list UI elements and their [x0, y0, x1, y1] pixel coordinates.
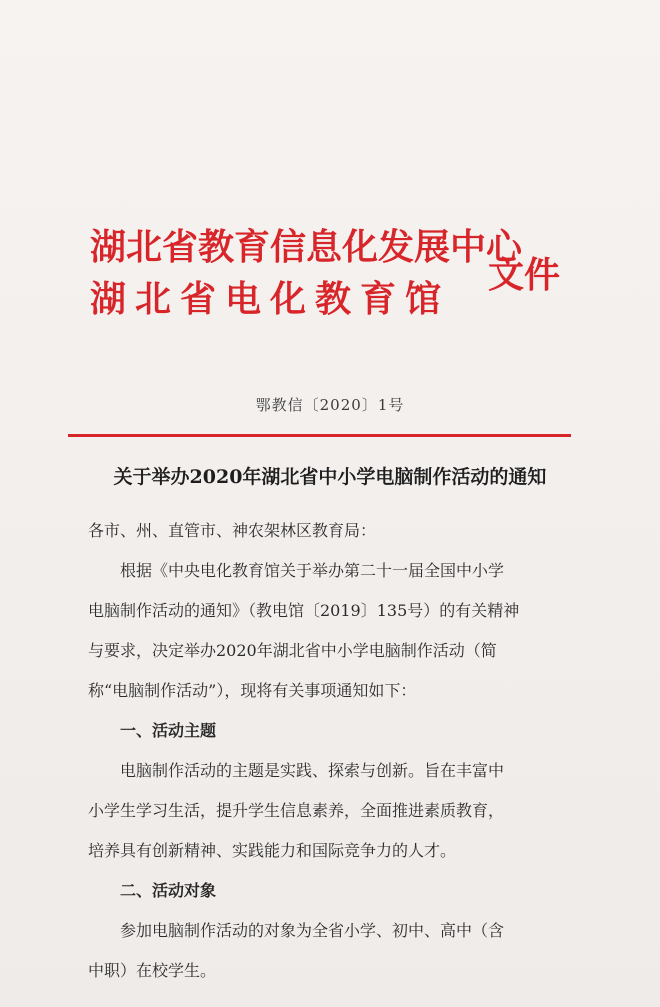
paragraph-line: 中职）在校学生。	[88, 961, 217, 980]
paragraph-line: 参加电脑制作活动的对象为全省小学、初中、高中（含	[120, 921, 505, 940]
paragraph-line: 电脑制作活动的通知》（教电馆〔2019〕135号）的有关精神	[88, 601, 520, 620]
red-divider-line	[68, 434, 571, 437]
section-heading-theme: 一、活动主题	[120, 721, 217, 740]
document-title: 关于举办2020年湖北省中小学电脑制作活动的通知	[113, 466, 547, 488]
paragraph-line: 与要求，决定举办2020年湖北省中小学电脑制作活动（简	[88, 641, 497, 660]
salutation: 各市、州、直管市、神农架林区教育局：	[88, 521, 377, 540]
document-number: 鄂教信〔2020〕1号	[255, 396, 405, 414]
paragraph-line: 根据《中央电化教育馆关于举办第二十一届全国中小学	[120, 561, 505, 580]
section-heading-target: 二、活动对象	[120, 881, 217, 900]
issuer-header	[90, 224, 570, 334]
paragraph-line: 称“电脑制作活动”），现将有关事项通知如下：	[88, 681, 417, 700]
paragraph-line: 电脑制作活动的主题是实践、探索与创新。旨在丰富中	[120, 761, 505, 780]
issuer-name-1: 湖北省教育信息化发展中心	[90, 227, 523, 268]
paragraph-line: 培养具有创新精神、实践能力和国际竞争力的人才。	[88, 841, 457, 860]
issuer-name-2: 湖北省电化教育馆	[90, 279, 451, 320]
paragraph-line: 小学生学习生活，提升学生信息素养，全面推进素质教育，	[88, 801, 505, 820]
document-type-label: 文件	[488, 255, 561, 296]
